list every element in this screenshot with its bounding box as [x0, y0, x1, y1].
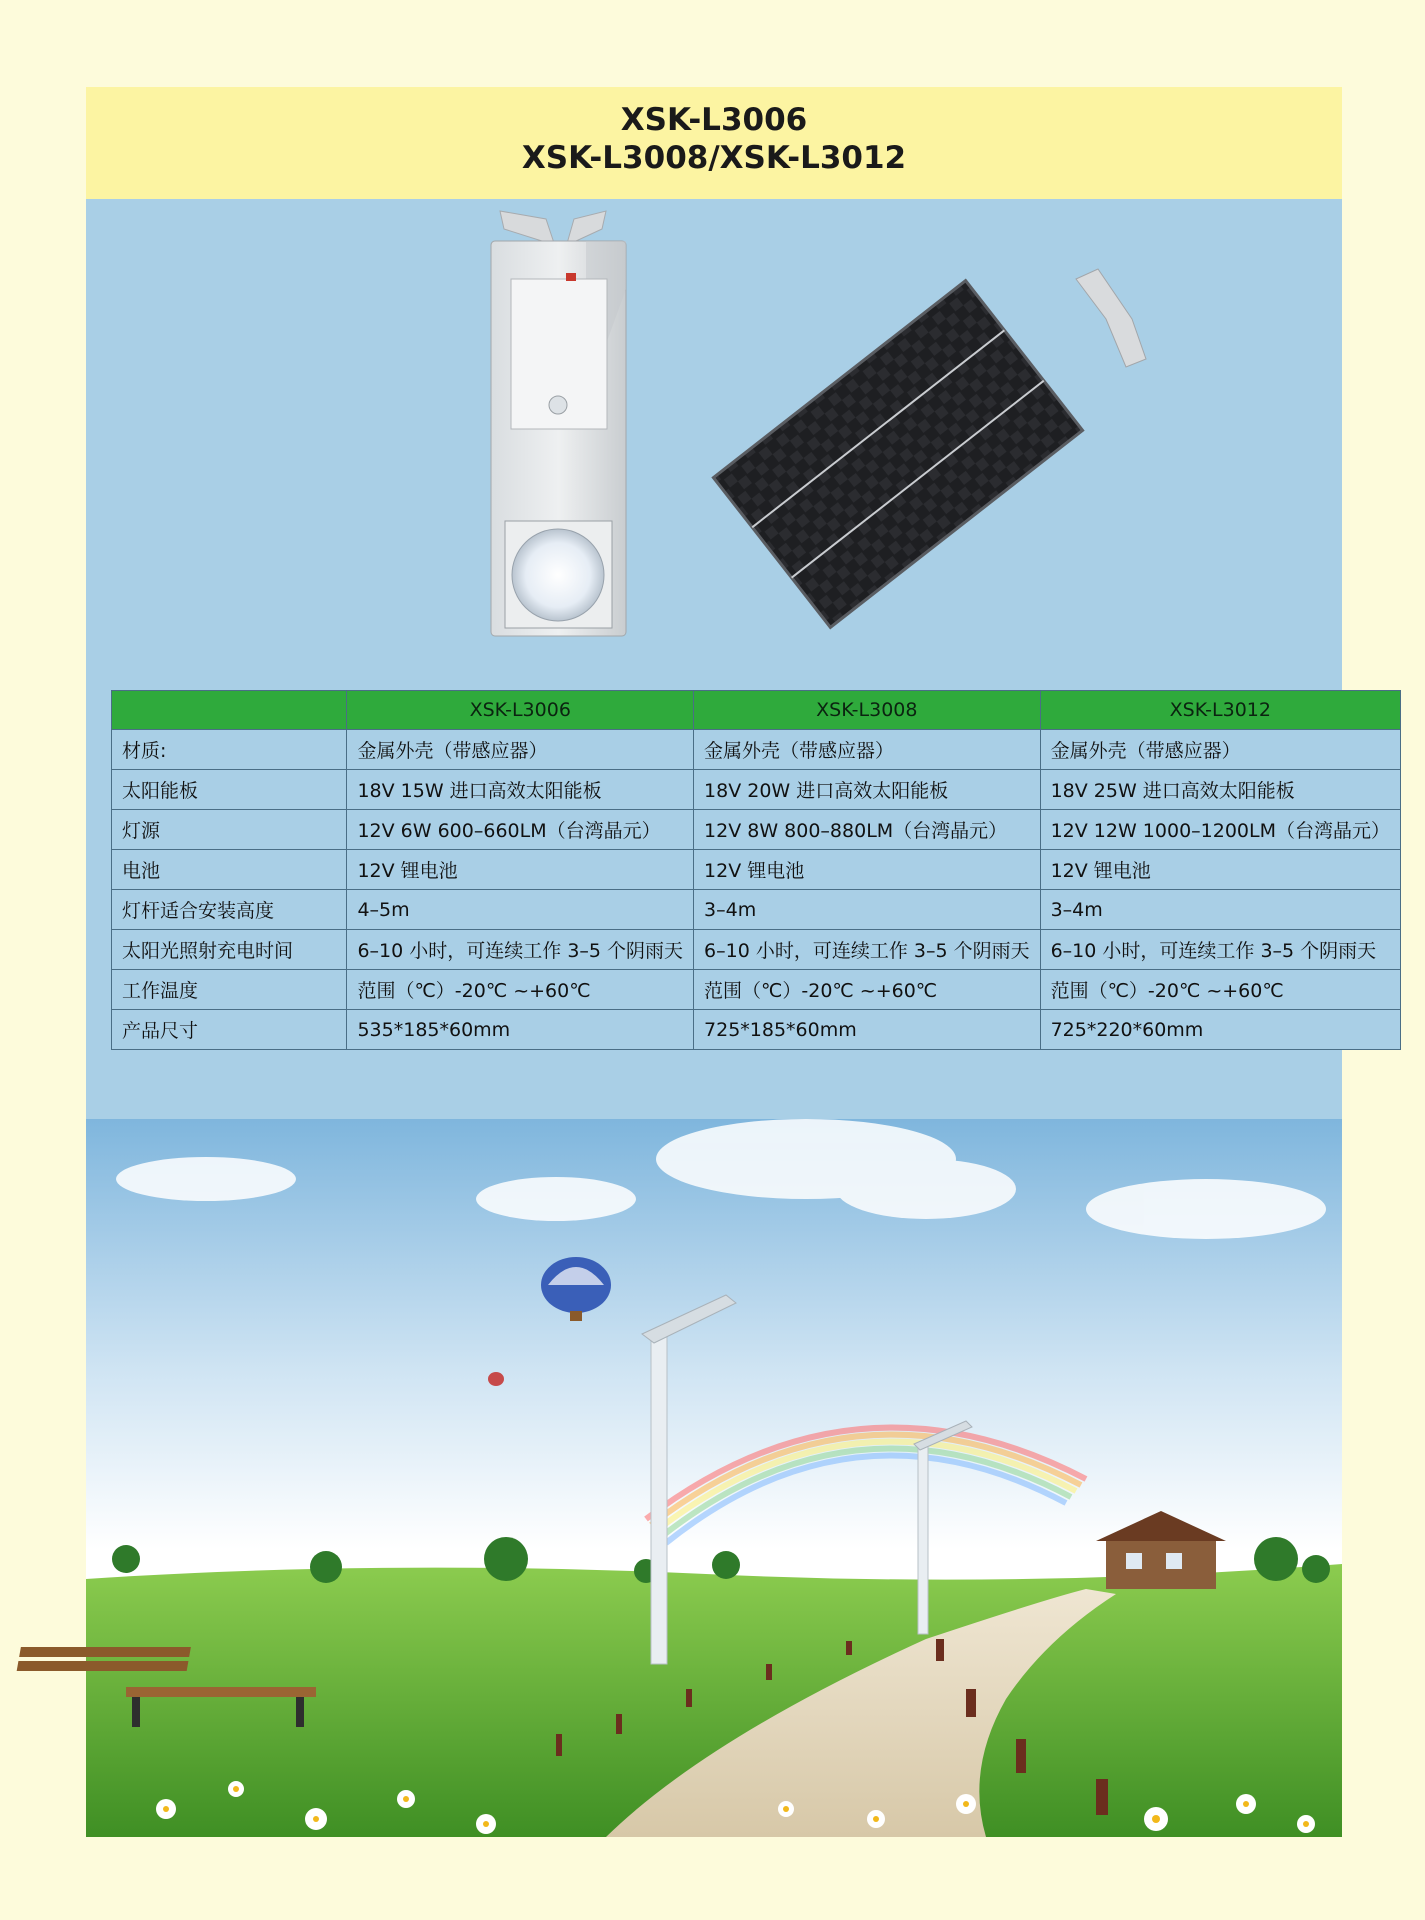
table-row	[112, 930, 1401, 970]
spec-label: 灯杆适合安装高度	[112, 890, 347, 930]
spec-value: 12V 锂电池	[1040, 850, 1400, 890]
spec-value: 12V 8W 800–880LM（台湾晶元）	[694, 810, 1041, 850]
spec-value: 范围（℃）-20℃ ~+60℃	[1040, 970, 1400, 1010]
table-row	[112, 1010, 1401, 1050]
model-title-secondary: XSK-L3008/XSK-L3012	[521, 140, 907, 176]
spec-value: 18V 20W 进口高效太阳能板	[694, 770, 1041, 810]
spec-value: 4–5m	[347, 890, 694, 930]
park-scene-illustration	[86, 1119, 1342, 1837]
spec-value: 725*220*60mm	[1040, 1010, 1400, 1050]
spec-value: 725*185*60mm	[694, 1010, 1041, 1050]
spec-value: 18V 25W 进口高效太阳能板	[1040, 770, 1400, 810]
spec-value: 3–4m	[694, 890, 1041, 930]
spec-header-model: XSK-L3008	[694, 691, 1041, 730]
spec-label: 材质:	[112, 730, 347, 770]
table-row	[112, 770, 1401, 810]
spec-label: 灯源	[112, 810, 347, 850]
spec-value: 18V 15W 进口高效太阳能板	[347, 770, 694, 810]
spec-value: 6–10 小时，可连续工作 3–5 个阴雨天	[694, 930, 1041, 970]
spec-value: 范围（℃）-20℃ ~+60℃	[694, 970, 1041, 1010]
title-banner	[86, 87, 1342, 199]
spec-value: 12V 6W 600–660LM（台湾晶元）	[347, 810, 694, 850]
brochure-page	[86, 87, 1390, 1837]
spec-label: 电池	[112, 850, 347, 890]
spec-value: 范围（℃）-20℃ ~+60℃	[347, 970, 694, 1010]
spec-header-model: XSK-L3012	[1040, 691, 1400, 730]
model-title-primary: XSK-L3006	[620, 102, 808, 138]
table-row	[112, 970, 1401, 1010]
spec-value: 3–4m	[1040, 890, 1400, 930]
table-row	[112, 890, 1401, 930]
spec-table	[111, 690, 1401, 1050]
spec-value: 金属外壳（带感应器）	[347, 730, 694, 770]
spec-label: 产品尺寸	[112, 1010, 347, 1050]
spec-value: 6–10 小时，可连续工作 3–5 个阴雨天	[347, 930, 694, 970]
table-row	[112, 810, 1401, 850]
spec-header-model: XSK-L3006	[347, 691, 694, 730]
spec-value: 6–10 小时，可连续工作 3–5 个阴雨天	[1040, 930, 1400, 970]
product-photo	[86, 199, 1342, 669]
spec-table-header	[112, 691, 1401, 730]
spec-label: 太阳能板	[112, 770, 347, 810]
spec-value: 12V 锂电池	[347, 850, 694, 890]
spec-value: 12V 12W 1000–1200LM（台湾晶元）	[1040, 810, 1400, 850]
spec-value: 12V 锂电池	[694, 850, 1041, 890]
spec-value: 535*185*60mm	[347, 1010, 694, 1050]
small-balloon-icon	[488, 1372, 504, 1386]
table-row	[112, 730, 1401, 770]
spec-label: 工作温度	[112, 970, 347, 1010]
spec-label: 太阳光照射充电时间	[112, 930, 347, 970]
table-row	[112, 850, 1401, 890]
spec-header-blank	[112, 691, 347, 730]
spec-value: 金属外壳（带感应器）	[694, 730, 1041, 770]
spec-value: 金属外壳（带感应器）	[1040, 730, 1400, 770]
